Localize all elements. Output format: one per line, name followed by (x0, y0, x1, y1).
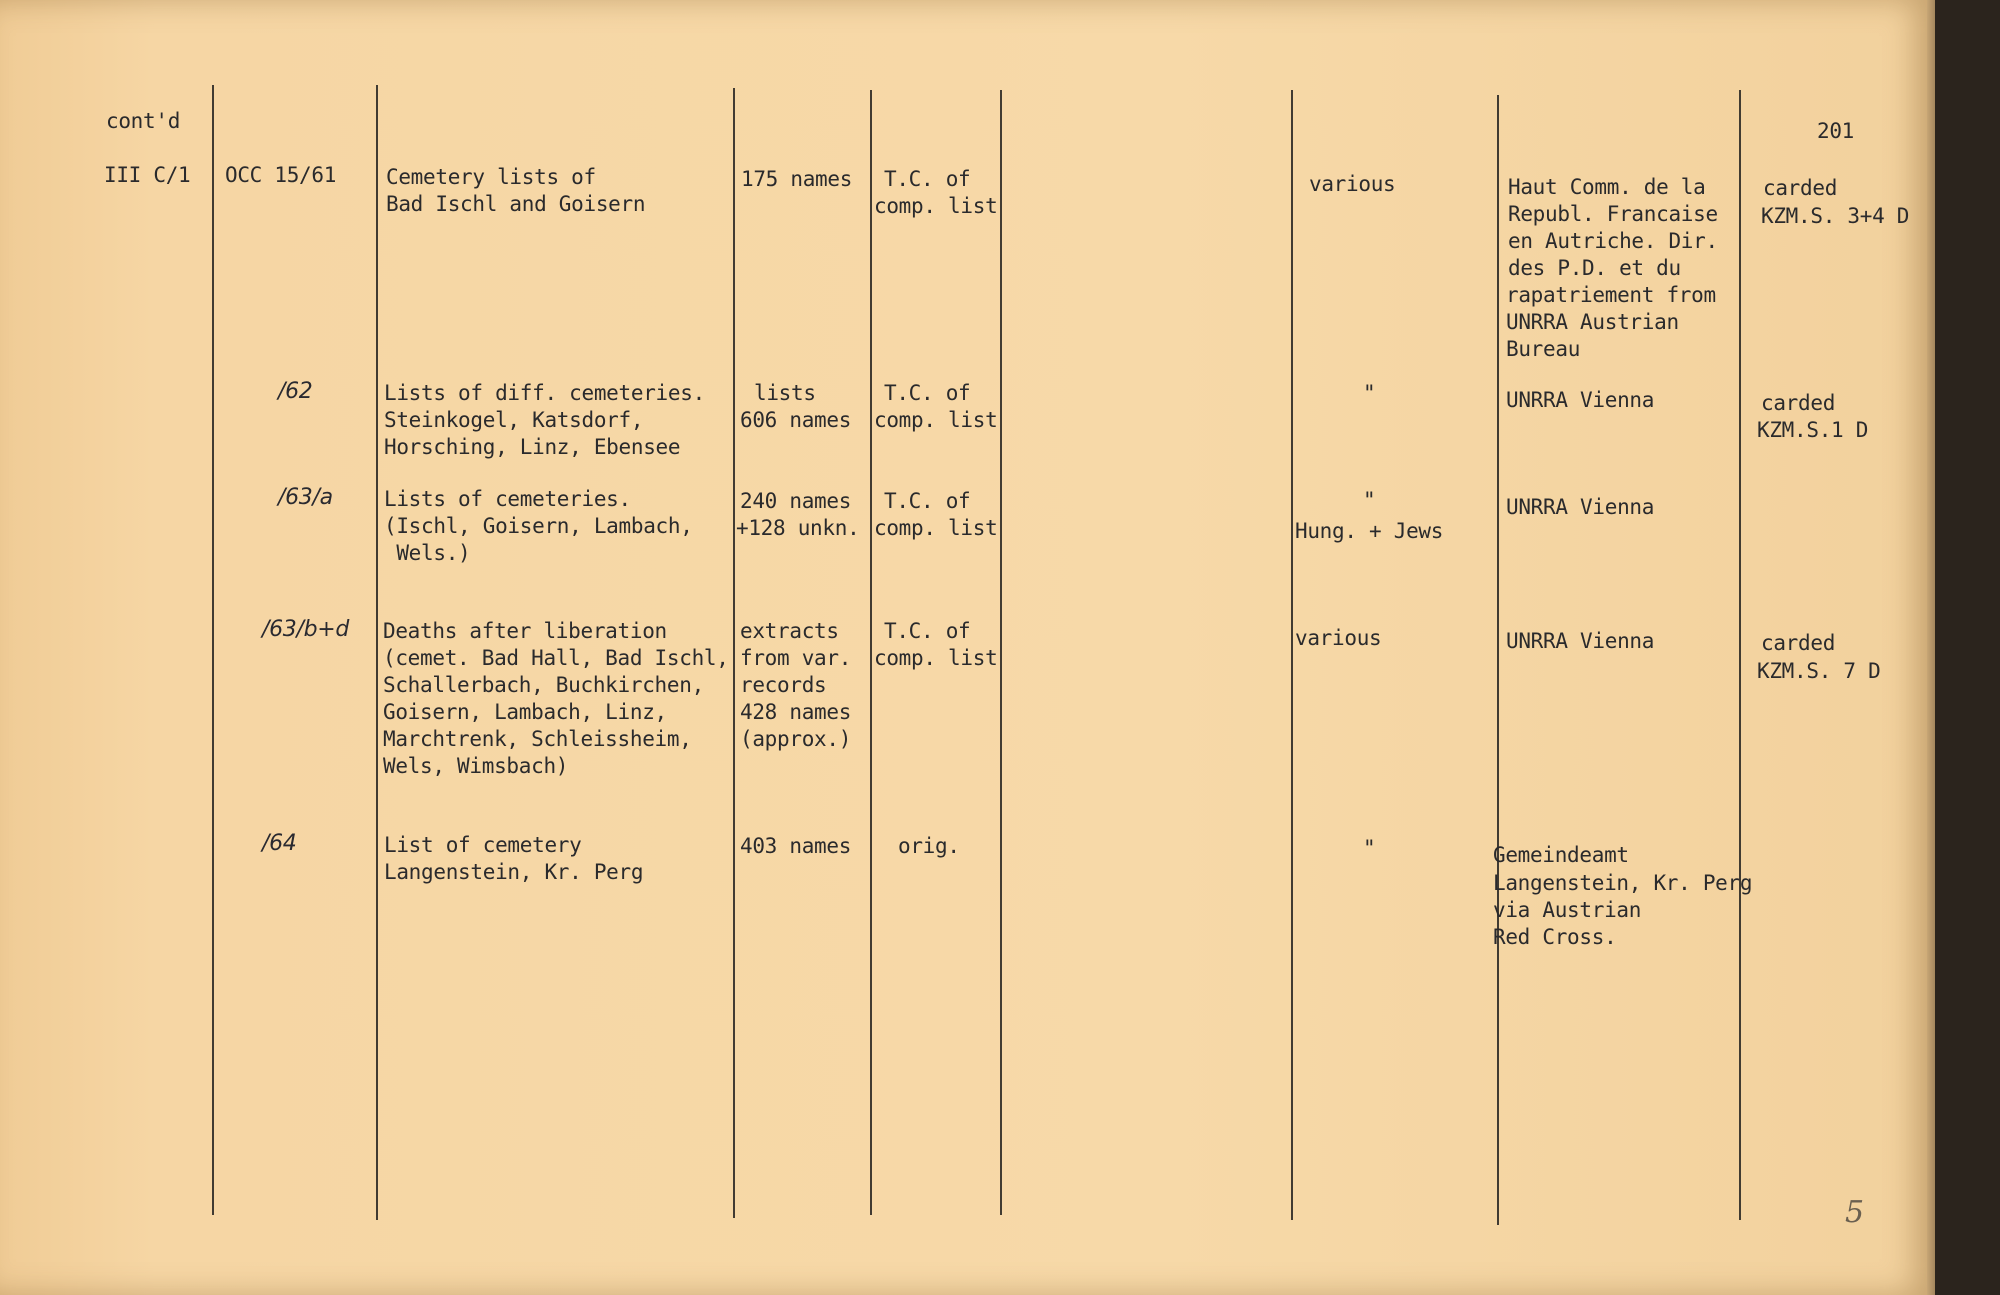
binding-shadow (1935, 0, 2000, 1295)
row-group: various (1309, 172, 1396, 196)
column-rule (376, 85, 378, 1220)
row-file: OCC 15/61 (225, 163, 337, 187)
pencil-mark: 5 (1845, 1195, 1865, 1230)
page-number: 201 (1817, 119, 1855, 143)
column-rule (1739, 90, 1741, 1220)
row-group: " (1363, 488, 1376, 512)
document-page: cont'd 201 III C/1 OCC 15/61 Cemetery lists of Bad Ischl and Goisern 175 names T.C. of comp. list various Haut Comm. de la Republ. Francaise en Autriche. Dir. des P.D. et du rapatriement from UNRRA Austrian Bureau carded KZM.S. 3+4 D /62 Lists of diff. cemeteries. Steinkogel, Katsdorf, Horsching, Linz, Ebensee lists 606 names T.C. of comp. list " UNRRA Vienna carded KZM.S.1 D /63/a Lists of cemeteries. (Ischl, Goisern, Lambach, Wels.) 240 names +128 unkn. T.C. of comp. list " Hung. + Jews UNRRA Vienna /63/b+d Deaths after liberation (cemet. Bad Hall, Bad Ischl, Schallerbach, Buchkirchen, Goisern, Lambach, Linz, Marchtrenk, Schleissheim, Wels, Wimsbach) extracts from var. records 428 names (approx.) T.C. of comp. list various UNRRA Vienna carded KZM.S. 7 D /64 List of cemetery Langenstein, Kr. Perg 403 names orig. " Gemeindeamt Langenstein, Kr. Perg via Austrian Red Cross. 5 (0, 0, 1935, 1295)
column-rule (733, 88, 735, 1218)
row-group-extra: Hung. + Jews (1295, 519, 1444, 543)
column-rule (1000, 90, 1002, 1215)
row-ref: III C/1 (104, 163, 191, 187)
row-file: /63/a (278, 485, 333, 510)
row-file: /64 (262, 831, 297, 856)
row-quantity: 175 names (741, 167, 853, 191)
row-file: /62 (278, 379, 313, 404)
column-rule (1497, 95, 1499, 1225)
row-file: /63/b+d (262, 617, 350, 642)
column-rule (1291, 90, 1293, 1220)
row-group: various (1295, 626, 1382, 650)
column-rule (212, 85, 214, 1215)
row-group: " (1363, 381, 1376, 405)
row-group: " (1363, 836, 1376, 860)
column-rule (870, 90, 872, 1215)
contd-label: cont'd (106, 109, 181, 133)
